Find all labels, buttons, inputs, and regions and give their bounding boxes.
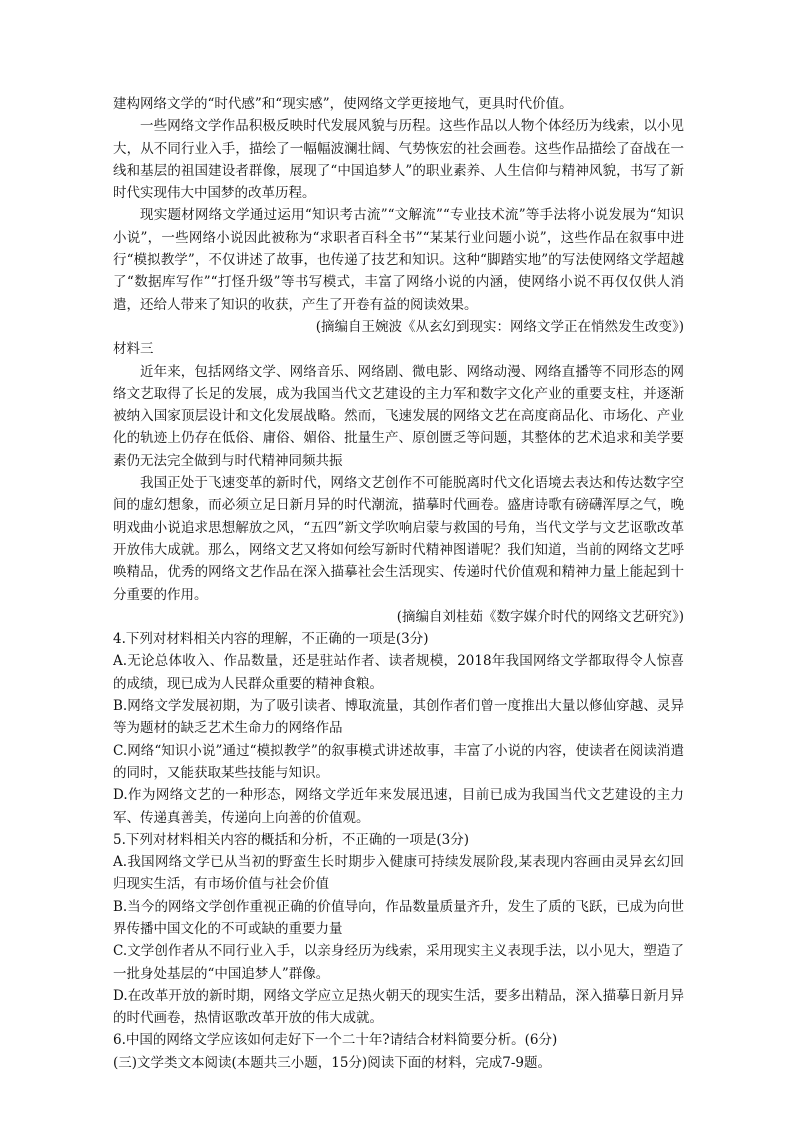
question-4-option-b: B.网络文学发展初期，为了吸引读者、博取流量，其创作者们曾一度推出大量以修仙穿越、灵异等为题材的缺乏艺术生命力的网络作品	[113, 698, 684, 737]
source-citation-material-2: (摘编自王婉波《从玄幻到现实：网络文学正在悄然发生改变》)	[315, 318, 684, 335]
question-5-option-d: D.在改革开放的新时期，网络文学应立足热火朝天的现实生活，要多出精品，深入描摹日新月异的时代画卷，热情讴歌改革开放的伟大成就。	[113, 987, 684, 1027]
paragraph-intro-end: 建构网络文学的“时代感”和“现实感”，使网络文学更接地气，更具时代价值。	[113, 96, 573, 112]
question-5-option-c: C.文学创作者从不同行业入手，以亲身经历为线索，采用现实主义表现手法，以小见大，塑造了一批身处基层的“中国追梦人”群像。	[113, 943, 684, 982]
source-citation-material-3: (摘编自刘桂茹《数字媒介时代的网络文艺研究》)	[396, 608, 684, 625]
question-5-option-a: A.我国网络文学已从当初的野蛮生长时期步入健康可持续发展阶段,某表现内容画由灵异玄幻回归现实生活，有市场价值与社会价值	[113, 854, 684, 893]
question-4-option-c: C.网络“知识小说”通过“模拟教学”的叙事模式讲述故事，丰富了小说的内容，使读者在阅读消遣的同时，又能获取某些技能与知识。	[113, 742, 684, 781]
question-6: 6.中国的网络文学应该如何走好下一个二十年?请结合材料简要分析。(6分)	[113, 1032, 558, 1049]
paragraph-new-era: 我国正处于飞速变革的新时代，网络文艺创作不可能脱离时代文化语境去表达和传达数字空间的虚幻想象，而必须立足日新月异的时代潮流，描摹时代画卷。盛唐诗歌有磅礴浑厚之气，晚明戏曲小说追求思想解放之风，“五四”新文学吹响启蒙与救国的号角，当代文学与文艺讴歌改革开放伟大成就。那么，网络文艺又将如何绘写新时代精神图谱呢？我们知道，当前的网络文艺呼唤精品，优秀的网络文艺作品在深入描摹社会生活现实、传递时代价值观和精神力量上能起到十分重要的作用。	[113, 475, 684, 603]
paragraph-network-arts: 近年来，包括网络文学、网络音乐、网络剧、微电影、网络动漫、网络直播等不同形态的网络文艺取得了长足的发展，成为我国当代文艺建设的主力军和数字文化产业的重要支柱，并逐渐被纳入国家顶层设计和文化发展战略。然而，飞速发展的网络文艺在高度商品化、市场化、产业化的轨迹上仍存在低俗、庸俗、媚俗、批量生产、原创匮乏等问题，其整体的艺术追求和美学要素仍无法完全做到与时代精神同频共振	[113, 363, 684, 469]
paragraph-reality-themes: 一些网络文学作品积极反映时代发展风貌与历程。这些作品以人物个体经历为线索，以小见大，从不同行业入手，描绘了一幅幅波澜壮阔、气势恢宏的社会画卷。这些作品描绘了奋战在一线和基层的祖国建设者群像，展现了“中国追梦人”的职业素养、人生信仰与精神风貌，书写了新时代实现伟大中国梦的改革历程。	[113, 118, 684, 202]
question-4-option-d: D.作为网络文艺的一种形态，网络文学近年来发展迅速，目前已成为我国当代文艺建设的主力军、传递真善美，传递向上向善的价值观。	[113, 787, 684, 826]
question-4-option-a: A.无论总体收入、作品数量，还是驻站作者、读者规模，2018年我国网络文学都取得令人惊喜的成绩，现已成为人民群众重要的精神食粮。	[113, 653, 684, 692]
question-5: 5.下列对材料相关内容的概括和分析，不正确的一项是(3分)	[113, 831, 470, 848]
section-3-instruction: (三)文学类文本阅读(本题共三小题，15分)阅读下面的材料，完成7-9题。	[113, 1054, 551, 1071]
question-4: 4.下列对材料相关内容的理解，不正确的一项是(3分)	[113, 631, 429, 648]
material-3-heading: 材料三	[113, 341, 154, 358]
question-5-option-b: B.当今的网络文学创作重视正确的价值导向，作品数量质量齐升，发生了质的飞跃，已成为向世界传播中国文化的不可或缺的重要力量	[113, 898, 684, 937]
paragraph-knowledge-novel: 现实题材网络文学通过运用“知识考古流”“文解流”“专业技术流”等手法将小说发展为“知识小说”，一些网络小说因此被称为“求职者百科全书”“某某行业问题小说”，这些作品在叙事中进行“模拟教学”，不仅讲述了故事，也传递了技艺和知识。这种“脚踏实地”的写法使网络文学超越了“数据库写作”“打怪升级”等书写模式，丰富了网络小说的内涵，使网络小说不再仅仅供人消遣，还给人带来了知识的收获，产生了开卷有益的阅读效果。	[113, 207, 684, 313]
